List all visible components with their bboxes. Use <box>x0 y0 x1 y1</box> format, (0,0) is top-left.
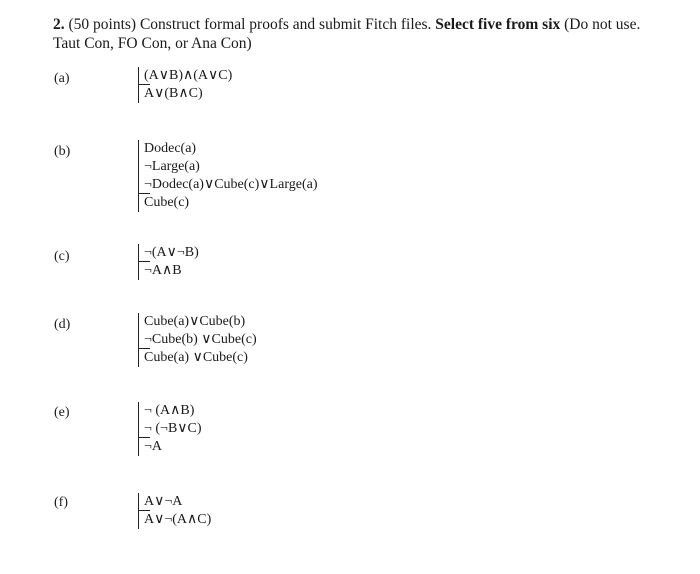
question-restrictions: (Do not use. Taut Con, FO Con, or Ana Con) <box>53 16 641 52</box>
problem-c-label: (c) <box>54 249 70 264</box>
problem-b-premise-2: ¬Large(a) <box>144 159 200 174</box>
problem-f-premise-1: A∨¬A <box>144 493 211 511</box>
problem-e-label: (e) <box>54 405 70 420</box>
question-select-instruction: Select five from six <box>435 16 561 33</box>
problem-b-premise-1: Dodec(a) <box>144 141 197 156</box>
problem-f-proof <box>138 493 211 529</box>
problem-d-conclusion: Cube(a) ∨Cube(c) <box>144 350 248 365</box>
problem-f-conclusion: A∨¬(A∧C) <box>144 512 212 527</box>
problem-e-premise-1: ¬ (A∧B) <box>144 403 195 418</box>
problem-c-premise-1: ¬(A∨¬B) <box>144 245 199 260</box>
problem-a-label: (a) <box>54 71 70 86</box>
problem-d-label: (d) <box>54 317 71 332</box>
problem-b-conclusion: Cube(c) <box>144 195 190 210</box>
problem-a-premise-1: (A∨B)∧(A∨C) <box>144 68 233 83</box>
problem-e-proof <box>138 402 202 456</box>
problem-c-proof <box>138 244 199 280</box>
question-heading <box>53 15 653 53</box>
problem-a-conclusion: A∨(B∧C) <box>144 86 203 101</box>
problem-b-premise-3: ¬Dodec(a)∨Cube(c)∨Large(a) <box>144 177 318 192</box>
problem-f-label: (f) <box>54 495 68 510</box>
problem-e-premise-2: ¬ (¬B∨C) <box>144 421 202 436</box>
problem-c-conclusion: ¬A∧B <box>144 263 182 278</box>
problem-d-premise-2: ¬Cube(b) ∨Cube(c) <box>144 332 257 347</box>
problem-d-proof <box>138 313 257 367</box>
problem-b-label: (b) <box>54 144 71 159</box>
problem-d-premise-1: Cube(a)∨Cube(b) <box>144 314 246 329</box>
problem-e-conclusion: ¬A <box>144 439 163 454</box>
problem-b-proof <box>138 140 317 212</box>
question-number: 2. <box>53 16 65 33</box>
problem-a-proof <box>138 67 232 103</box>
question-points: (50 points) Construct formal proofs and submit Fitch files. <box>64 16 436 33</box>
